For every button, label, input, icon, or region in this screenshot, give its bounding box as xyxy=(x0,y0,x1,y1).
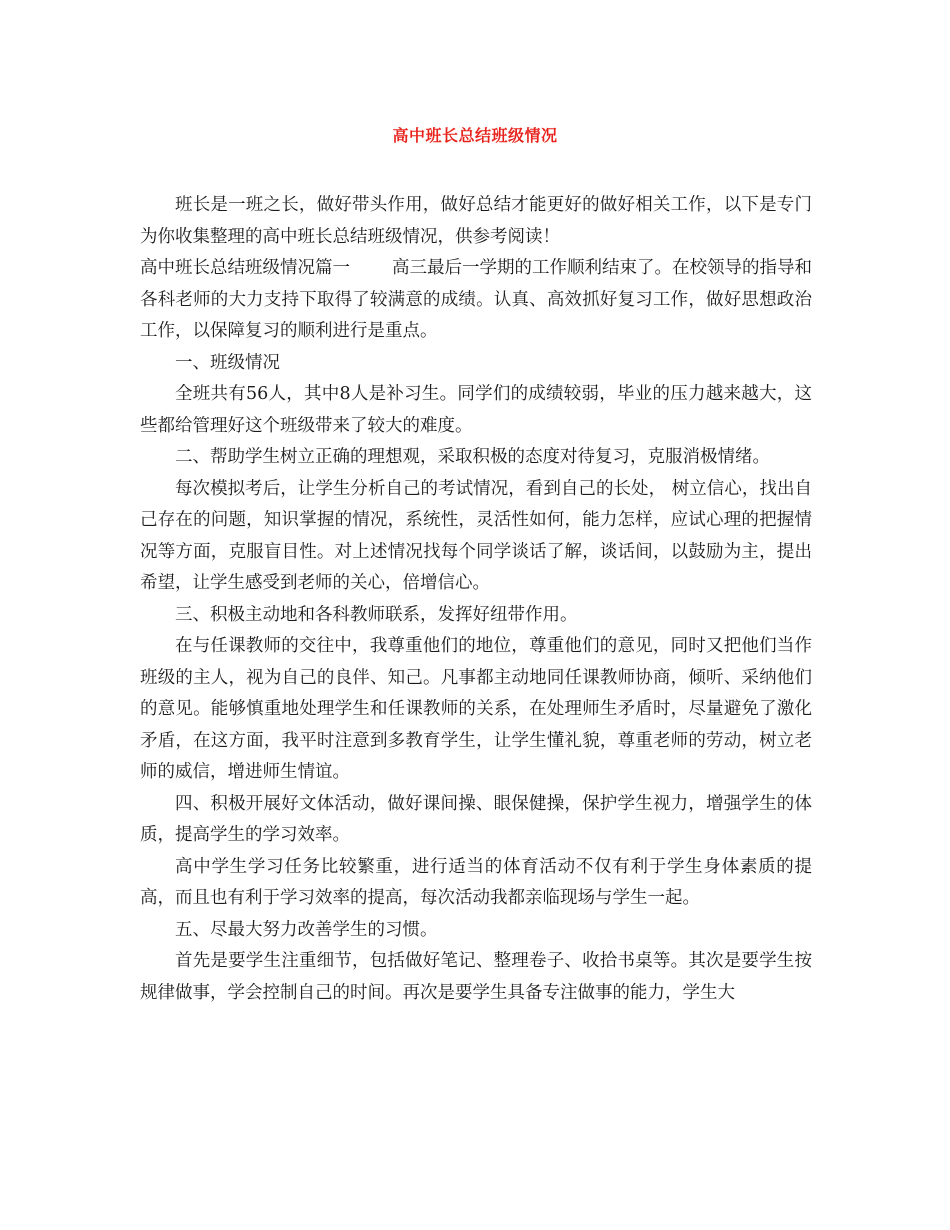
heading-habits: 五、尽最大努力改善学生的习惯。 xyxy=(175,919,438,940)
intro-paragraph: 班长是一班之长，做好带头作用，做好总结才能更好的做好相关工作，以下是专门为你收集整理的高中班长总结班级情况，供参考阅读！ xyxy=(140,195,812,247)
section-paragraph xyxy=(140,253,812,348)
heading-ideals: 二、帮助学生树立正确的理想观，采取积极的态度对待复习，克服消极情绪。 xyxy=(175,447,770,467)
section-heading: 高中班长总结班级情况篇一 xyxy=(140,258,350,278)
paragraph-teacher-relations: 在与任课教师的交往中，我尊重他们的地位，尊重他们的意见，同时又把他们当作班级的主人，视为自己的良伴、知己。凡事都主动地同任课教师协商，倾听、采纳他们的意见。能够慎重地处理学生和任课教师的关系，在处理师生矛盾时，尽量避免了激化矛盾，在这方面，我平时注意到多教育学生，让学生懂礼貌，尊重老师的劳动，树立老师的威信，增进师生情谊。 xyxy=(140,636,812,782)
paragraph-mock-exams: 每次模拟考后，让学生分析自己的考试情况，看到自己的长处， 树立信心，找出自己存在的问题，知识掌握的情况，系统性，灵活性如何，能力怎样，应试心理的把握情况等方面，克服盲目性。对上述情况找每个同学谈话了解，谈话间，以鼓励为主，提出希望，让学生感受到老师的关心，倍增信心。 xyxy=(140,478,812,593)
paragraph-habits: 首先是要学生注重细节，包括做好笔记、整理卷子、收拾书桌等。其次是要学生按规律做事，学会控制自己的时间。再次是要学生具备专注做事的能力，学生大 xyxy=(140,951,812,1003)
heading-teacher-contact: 三、积极主动地和各科教师联系，发挥好纽带作用。 xyxy=(175,604,578,625)
heading-activities: 四、积极开展好文体活动，做好课间操、眼保健操，保护学生视力，增强学生的体质，提高学生的学习效率。 xyxy=(140,793,812,845)
paragraph-sports: 高中学生学习任务比较繁重，进行适当的体育活动不仅有利于学生身体素质的提高，而且也有利于学习效率的提高，每次活动我都亲临现场与学生一起。 xyxy=(140,856,812,908)
paragraph-class-size: 全班共有56人，其中8人是补习生。同学们的成绩较弱，毕业的压力越来越大，这些都给管理好这个班级带来了较大的难度。 xyxy=(140,384,812,436)
document-title: 高中班长总结班级情况 xyxy=(392,126,558,145)
section-intro-text: 高三最后一学期的工作顺利结束了。在校领导的指导和各科老师的大力支持下取得了较满意的成绩。认真、高效抓好复习工作，做好思想政治工作，以保障复习的顺利进行是重点。 xyxy=(140,258,812,341)
document-body xyxy=(140,190,812,1009)
heading-class-situation: 一、班级情况 xyxy=(175,352,280,373)
